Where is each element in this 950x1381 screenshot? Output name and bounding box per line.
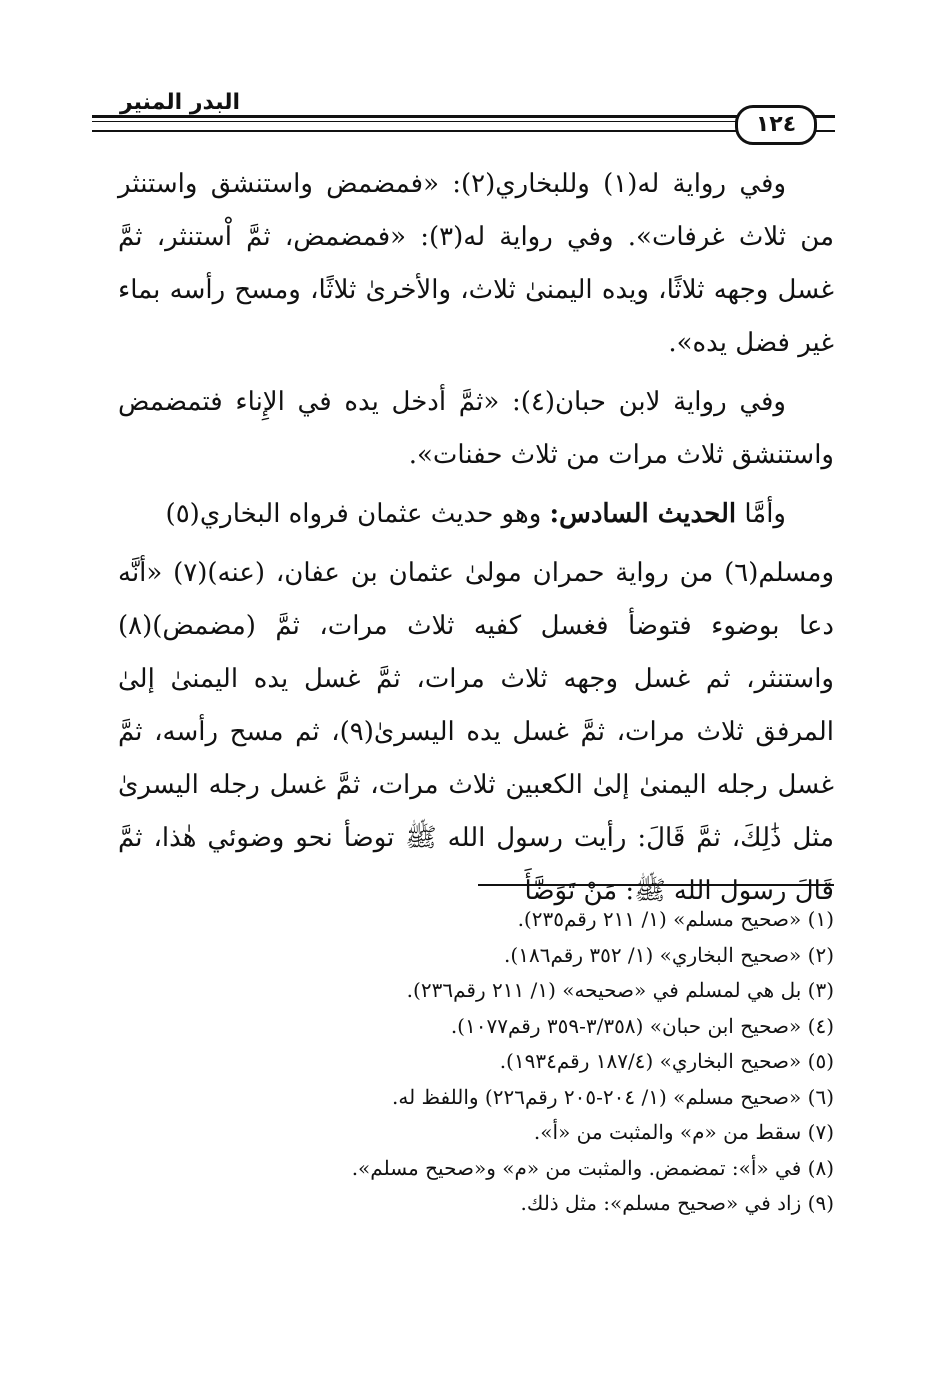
hadith-heading: الحديث السادس:	[549, 499, 737, 529]
footnote: (٥) «صحيح البخاري» (١٨٧/٤ رقم١٩٣٤).	[499, 1049, 834, 1073]
footnote: (١) «صحيح مسلم» (١/ ٢١١ رقم٢٣٥).	[517, 907, 834, 931]
footnotes	[180, 902, 834, 1222]
footnote: (٢) «صحيح البخاري» (١/ ٣٥٢ رقم١٨٦).	[504, 942, 834, 967]
footnote: (٩) زاد في «صحيح مسلم»: مثل ذلك.	[520, 1191, 834, 1215]
paragraph-hadith-intro	[118, 488, 834, 541]
paragraph: وفي رواية لابن حبان(٤): «ثمَّ أدخل يده في الإِناء فتمضمض واستنشق ثلاث مرات من ثلاث حفنات».	[118, 387, 834, 470]
intro-prefix: وأمَّا	[744, 499, 786, 529]
main-text	[118, 158, 834, 924]
page-number: ١٢٤	[735, 105, 817, 145]
footnote: (٣) بل هي لمسلم في «صحيحه» (١/ ٢١١ رقم٢٣٦).	[406, 978, 834, 1002]
footnote: (٦) «صحيح مسلم» (١/ ٢٠٤-٢٠٥ رقم٢٢٦) واللفظ له.	[392, 1084, 834, 1109]
footnote: (٤) «صحيح ابن حبان» (٣/٣٥٨-٣٥٩ رقم١٠٧٧).	[450, 1013, 834, 1038]
footnote: (٧) سقط من «م» والمثبت من «أ».	[533, 1120, 834, 1144]
footnote: (٨) في «أ»: تمضمض. والمثبت من «م» و«صحيح مسلم».	[351, 1155, 834, 1180]
paragraph: وفي رواية له(١) وللبخاري(٢): «فمضمض واستنشق واستنثر من ثلاث غرفات». وفي رواية له(٣): «فمضمض، ثمَّ اْستنثر، ثمَّ غسل وجهه ثلاثًا، ويده اليمنىٰ ثلاث، والأخرىٰ ثلاثًا، ومسح رأسه بماء غير فضل يده».	[118, 169, 835, 358]
header-rule	[92, 115, 738, 132]
running-header-title: البدر المنير	[119, 90, 240, 115]
footnote-separator	[478, 884, 834, 886]
intro-rest: وهو حديث عثمان فرواه البخاري(٥)	[165, 499, 550, 529]
paragraph: ومسلم(٦) من رواية حمران مولىٰ عثمان بن عفان، (عنه)(٧) «أنَّه دعا بوضوء فتوضأ فغسل كفيه ثلاث مرات، ثمَّ (مضمض)(٨) واستنثر، ثم غسل وجهه ثلاث مرات، ثمَّ غسل يده اليمنىٰ إلىٰ المرفق ثلاث مرات، ثمَّ غسل يده اليسرىٰ(٩)، ثم مسح رأسه، ثمَّ غسل رجله اليمنىٰ إلىٰ الكعبين ثلاث مرات، ثمَّ غسل رجله اليسرىٰ مثل ذَٰلِكَ، ثمَّ قَالَ: رأيت رسول الله ﷺ توضأ نحو وضوئي هٰذا، ثمَّ قَالَ رسول الله ﷺ: مَنْ تَوَضَّأَ	[118, 558, 834, 906]
